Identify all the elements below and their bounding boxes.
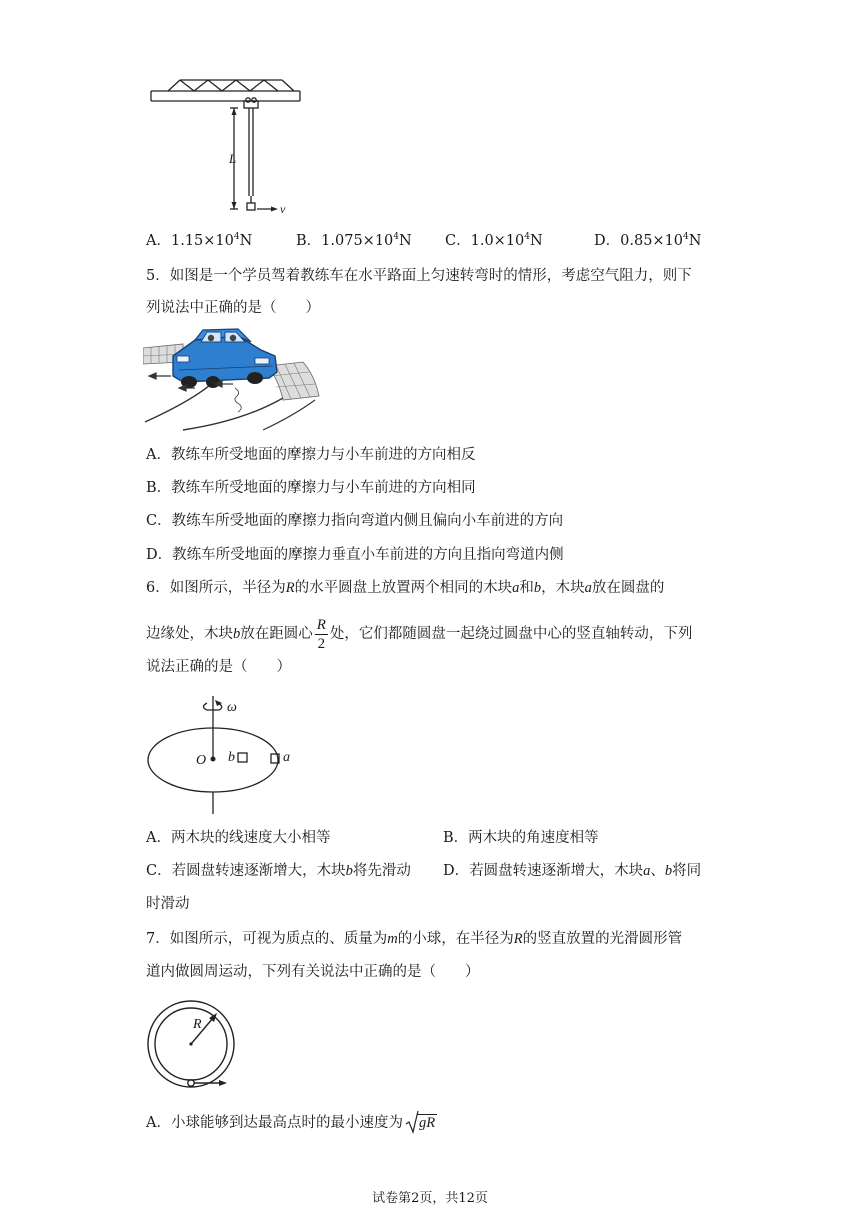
q7-stem-line1: 7．如图所示，可视为质点的、质量为m的小球，在半径为R的竖直放置的光滑圆形管 xyxy=(146,931,683,947)
q4-option-b: B．$1.075\times 10^4N$ xyxy=(296,232,412,249)
q6-option-d-continued: 时滑动 xyxy=(146,896,190,912)
q4-option-a: A．$1.15\times 10^4N$ xyxy=(146,232,253,249)
r-over-2-fraction: $\frac{R}{2}$ xyxy=(316,616,326,652)
q7-stem-line2: 道内做圆周运动，下列有关说法中正确的是（ ） xyxy=(146,964,480,980)
q6-option-c: C．若圆盘转速逐渐增大，木块b将先滑动 xyxy=(146,863,411,879)
q6-option-d: D．若圆盘转速逐渐增大，木块a、b将同 xyxy=(443,863,702,879)
q6-stem-line2: 边缘处，木块b放在距圆心 $\frac{R}{2}$ 处，它们都随圆盘一起绕过圆盘中心的竖直轴转动，下列 xyxy=(146,616,693,652)
q6-option-b: B．两木块的角速度相等 xyxy=(443,830,599,846)
circular-tube-figure xyxy=(145,998,245,1094)
center-o-label: O xyxy=(196,753,207,768)
q6-option-a: A．两木块的线速度大小相等 xyxy=(146,830,331,846)
sqrt-g-r: gR xyxy=(405,1113,437,1133)
q6-stem-line1: 6．如图所示，半径为R的水平圆盘上放置两个相同的木块a和b，木块a放在圆盘的 xyxy=(146,580,665,596)
q7-option-a: A．小球能够到达最高点时的最小速度为 gR xyxy=(146,1113,437,1133)
q5-stem-line2: 列说法中正确的是（ ） xyxy=(146,300,320,316)
q5-option-d: D．教练车所受地面的摩擦力垂直小车前进的方向且指向弯道内侧 xyxy=(146,547,564,563)
car-turning-figure xyxy=(143,326,323,434)
q5-option-c: C．教练车所受地面的摩擦力指向弯道内侧且偏向小车前进的方向 xyxy=(146,513,564,529)
q5-stem-line1: 5．如图是一个学员驾着教练车在水平路面上匀速转弯时的情形，考虑空气阻力，则下 xyxy=(146,268,692,284)
omega-label: ω xyxy=(227,700,237,715)
block-a-label: a xyxy=(283,750,290,765)
q5-option-a: A．教练车所受地面的摩擦力与小车前进的方向相反 xyxy=(146,447,476,463)
crane-figure xyxy=(148,78,308,218)
length-label: L xyxy=(229,151,237,166)
radius-r-label: R xyxy=(193,1017,202,1032)
page-footer: 试卷第2页，共12页 xyxy=(372,1191,488,1206)
q6-stem-line3: 说法正确的是（ ） xyxy=(146,659,291,675)
q4-option-d: D．$0.85\times 10^4N$ xyxy=(594,232,702,249)
q4-option-c: C．$1.0\times 10^4N$ xyxy=(445,232,543,249)
block-b-label: b xyxy=(228,750,235,765)
q5-option-b: B．教练车所受地面的摩擦力与小车前进的方向相同 xyxy=(146,480,476,496)
velocity-label: v xyxy=(280,202,286,216)
